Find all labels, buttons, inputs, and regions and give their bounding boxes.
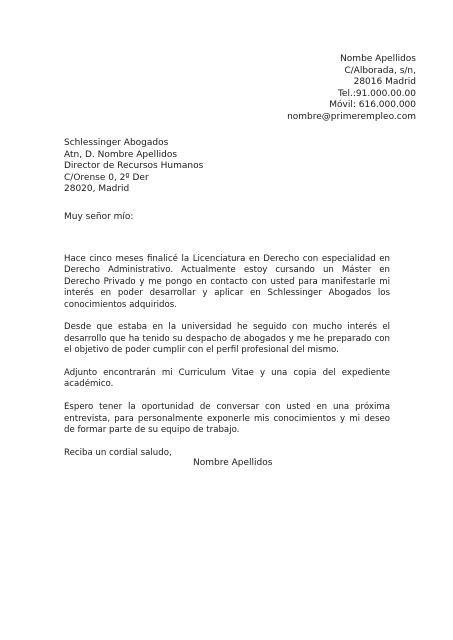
body-paragraph: Adjunto encontrarán mi Curriculum Vitae y una copia del expediente académico. [64, 368, 390, 390]
recipient-company: Schlessinger Abogados [64, 138, 169, 148]
signature-name: Nombre Apellidos [193, 458, 273, 468]
recipient-address-block [64, 138, 203, 196]
body-paragraph: Hace cinco meses finalicé la Licenciatura en Derecho con especialidad en Derecho Administrativo. Actualmente estoy cursando un Máster en Derecho Privado y me pongo en contacto con usted para manifestarle mi interés en poder desarrollar y aplicar en Schlessinger Abogados los conocimientos adquiridos. [64, 254, 390, 310]
salutation: Muy señor mío: [64, 212, 134, 222]
sender-email: nombre@primerempleo.com [287, 111, 416, 122]
recipient-address: C/Orense 0, 2º Der [64, 172, 149, 183]
letter-body [64, 254, 390, 471]
recipient-position: Director de Recursos Humanos [64, 161, 204, 172]
recipient-city: 28020, Madrid [64, 184, 130, 195]
body-paragraph: Desde que estaba en la universidad he seguido con mucho interés el desarrollo que ha tenido su despacho de abogados y me he preparado con el objetivo de poder cumplir con el perfil profesional del mismo. [64, 322, 390, 356]
sender-city: 28016 Madrid [353, 77, 416, 88]
body-paragraph: Espero tener la oportunidad de conversar con usted en una próxima entrevista, para personalmente exponerle mis conocimientos y mi deseo de formar parte de su equipo de trabajo. [64, 402, 390, 436]
sender-street: C/Alborada, s/n, [344, 65, 416, 76]
closing-line: Reciba un cordial saludo, [64, 447, 172, 458]
recipient-attention: Atn, D. Nombre Apellidos [64, 149, 178, 160]
sender-mobile: Móvil: 616.000.000 [329, 100, 416, 111]
sender-name: Nombe Apellidos [340, 54, 416, 64]
sender-phone: Tel.:91.000.00.00 [337, 88, 416, 99]
sender-address-block [287, 54, 416, 124]
